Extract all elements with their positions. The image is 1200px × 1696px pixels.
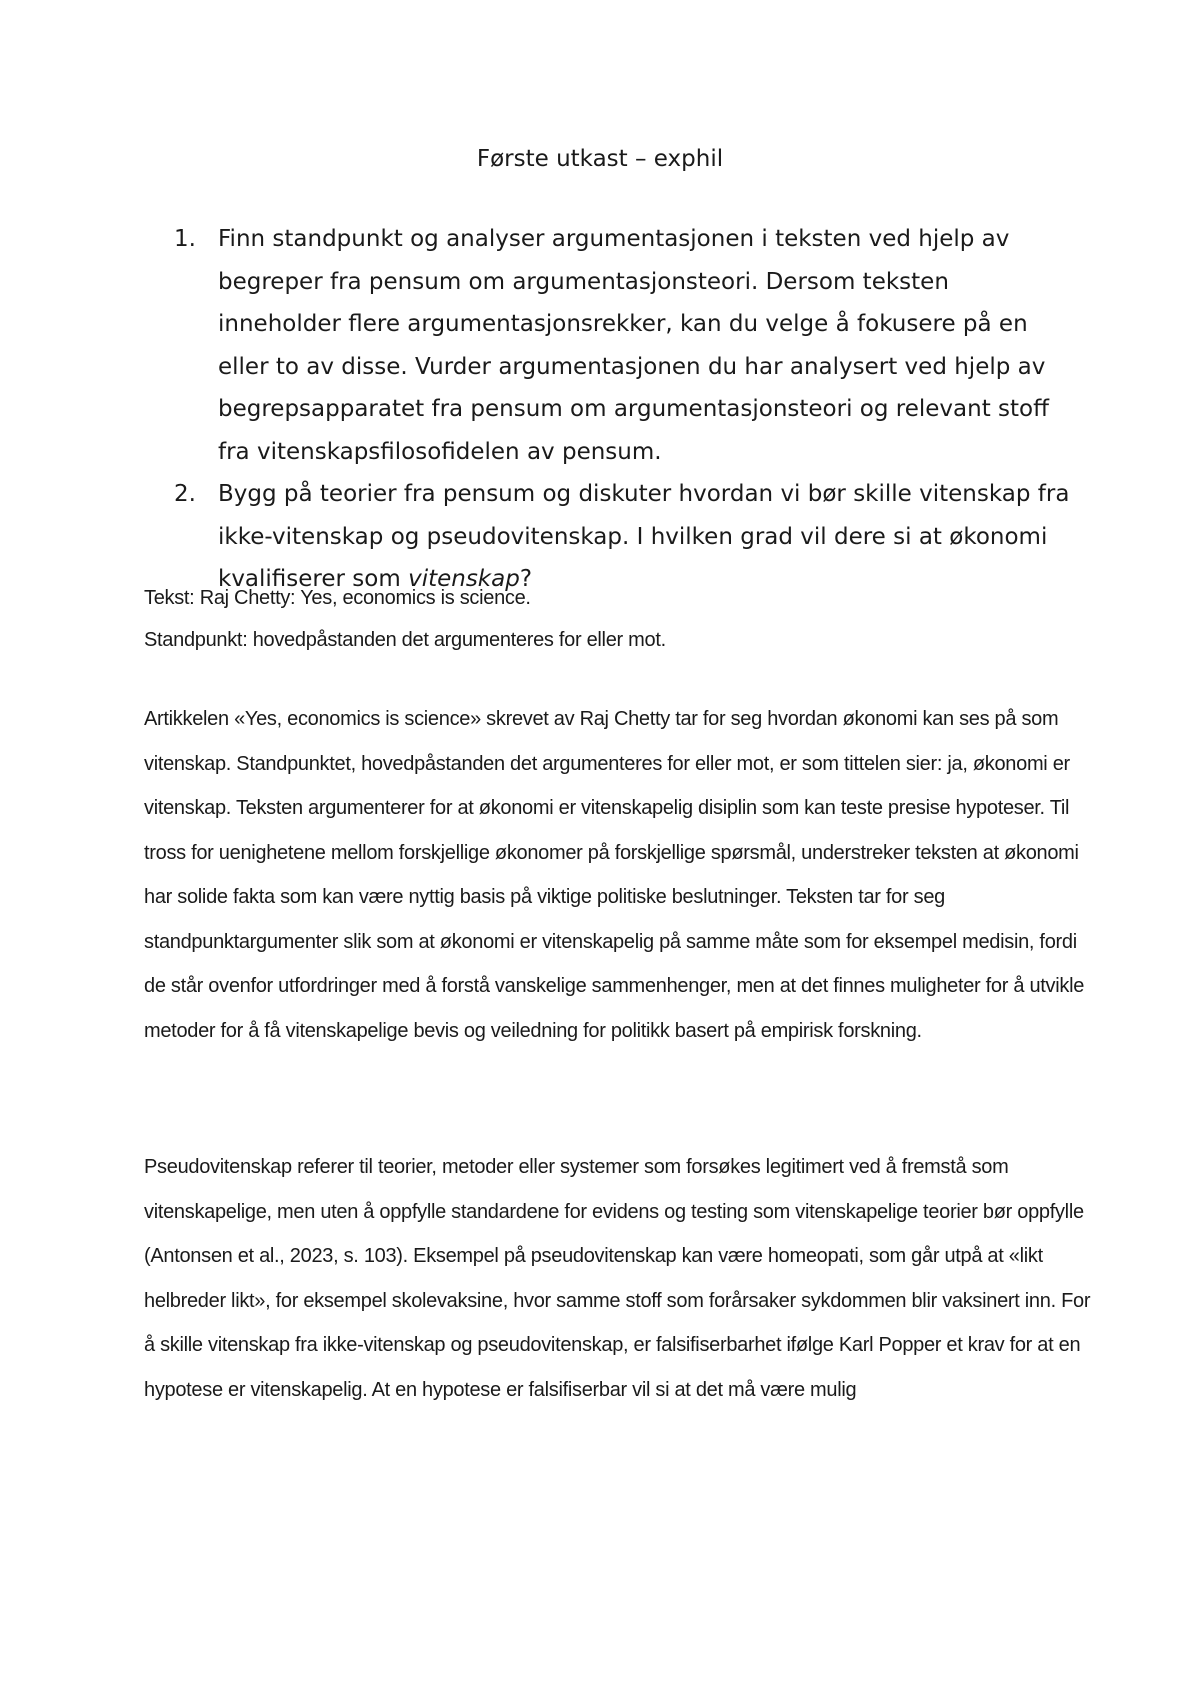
task-text-end: ? <box>519 566 533 592</box>
paragraph-2: Pseudovitenskap referer til teorier, metoder eller systemer som forsøkes legitimert ved å fremstå som vitenskapelige, men uten å oppfylle standardene for evidens og testing som vitenskapelige teorier bør oppfylle (Antonsen et al., 2023, s. 103). Eksempel på pseudovitenskap kan være homeopati, som går utpå at «likt helbreder likt», for eksempel skolevaksine, hvor samme stoff som forårsaker sykdommen blir vaksinert inn. For å skille vitenskap fra ikke-vitenskap og pseudovitenskap, er falsifiserbarhet ifølge Karl Popper et krav for at en hypotese er vitenskapelig. At en hypotese er falsifiserbar vil si at det må være mulig <box>144 1156 1091 1401</box>
task-list <box>144 218 1074 601</box>
task-number: 2. <box>174 481 196 507</box>
task-item-2 <box>144 473 1074 601</box>
task-text-emphasis: vitenskap <box>408 566 520 592</box>
document-title: Første utkast – exphil <box>476 146 724 172</box>
task-text: Bygg på teorier fra pensum og diskuter hvordan vi bør skille vitenskap fra ikke-vitenskap og pseudovitenskap. I hvilken grad vil dere si at økonomi kvalifiserer som <box>218 481 1070 592</box>
standpoint-line: Standpunkt: hovedpåstanden det argumenteres for eller mot. <box>144 629 666 651</box>
task-item-1 <box>144 218 1074 473</box>
source-text-line: Tekst: Raj Chetty: Yes, economics is science. <box>144 587 531 609</box>
paragraph-1: Artikkelen «Yes, economics is science» skrevet av Raj Chetty tar for seg hvordan økonomi kan ses på som vitenskap. Standpunktet, hovedpåstanden det argumenteres for eller mot, er som tittelen sier: ja, økonomi er vitenskap. Teksten argumenterer for at økonomi er vitenskapelig disiplin som kan teste presise hypoteser. Til tross for uenighetene mellom forskjellige økonomer på forskjellige spørsmål, understreker teksten at økonomi har solide fakta som kan være nyttig basis på viktige politiske beslutninger. Teksten tar for seg standpunktargumenter slik som at økonomi er vitenskapelig på samme måte som for eksempel medisin, fordi de står ovenfor utfordringer med å forstå vanskelige sammenhenger, men at det finnes muligheter for å utvikle metoder for å få vitenskapelige bevis og veiledning for politikk basert på empirisk forskning. <box>144 708 1085 1042</box>
task-text: Finn standpunkt og analyser argumentasjonen i teksten ved hjelp av begreper fra pensum om argumentasjonsteori. Dersom teksten inneholder flere argumentasjonsrekker, kan du velge å fokusere på en eller to av disse. Vurder argumentasjonen du har analysert ved hjelp av begrepsapparatet fra pensum om argumentasjonsteori og relevant stoff fra vitenskapsfilosofidelen av pensum. <box>218 226 1049 465</box>
task-number: 1. <box>174 226 196 252</box>
